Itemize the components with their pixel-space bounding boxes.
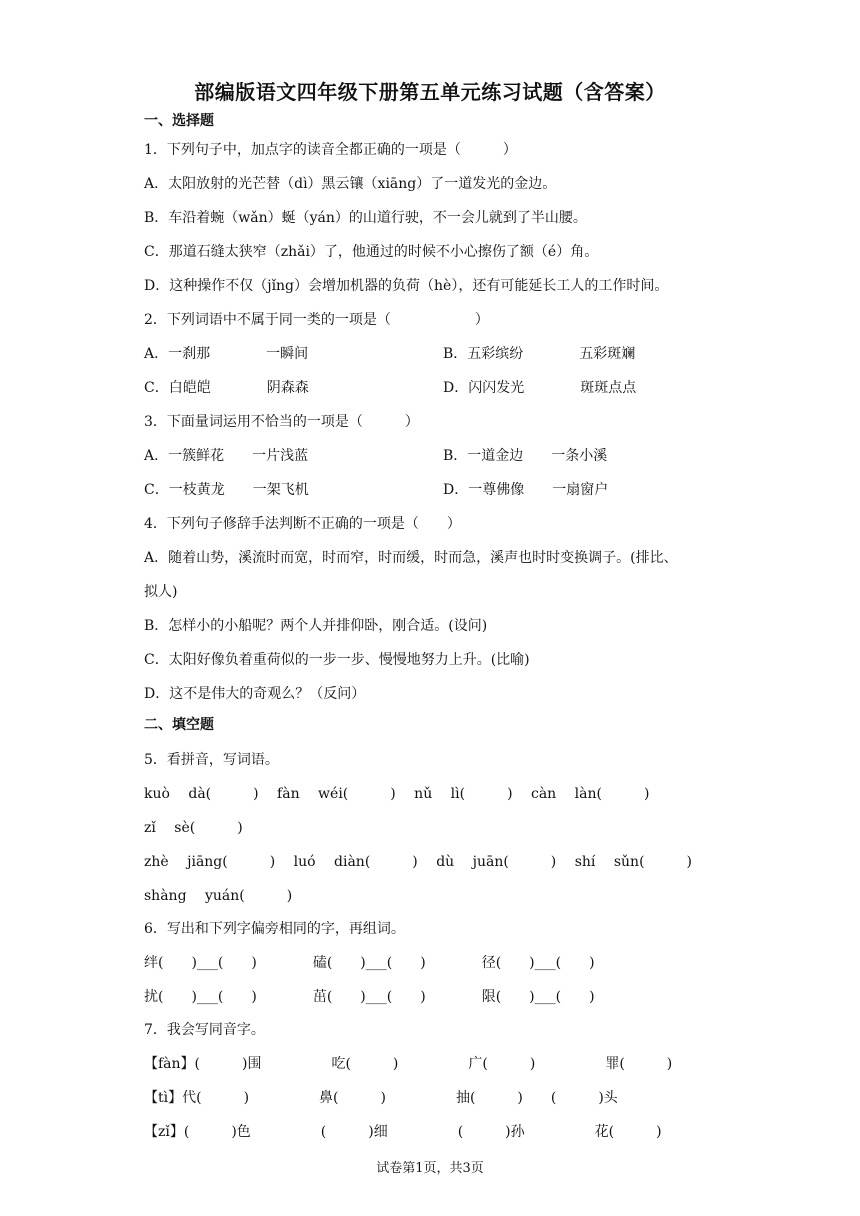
- page-footer: 试卷第1页，共3页: [376, 1161, 484, 1176]
- question-3-option-c: C．一枝黄龙 一架飞机: [144, 482, 309, 498]
- question-1-option-b: B．车沿着蜿（wǎn）蜒（yán）的山道行驶，不一会儿就到了半山腰。: [144, 210, 587, 226]
- question-6-row-2: 扰( )___( ) 茁( )___( ) 限( )___( ): [144, 989, 595, 1005]
- question-6-row-1: 绊( )___( ) 磕( )___( ) 径( )___( ): [144, 955, 595, 971]
- question-2-option-b: B．五彩缤纷 五彩斑斓: [443, 346, 636, 362]
- page-title: 部编版语文四年级下册第五单元练习试题（含答案）: [194, 80, 666, 104]
- question-5-row-2: zǐ sè( ): [144, 820, 243, 836]
- question-4-stem: 4．下列句子修辞手法判断不正确的一项是（ ）: [144, 516, 461, 532]
- question-4-option-d: D．这不是伟大的奇观么？（反问）: [144, 686, 366, 702]
- question-3-option-b: B．一道金边 一条小溪: [443, 448, 608, 464]
- section-heading-fill: 二、填空题: [144, 717, 214, 733]
- question-7-row-1: 【fàn】( )围 吃( ) 广( ) 罪( ): [144, 1056, 673, 1072]
- question-5-row-4: shàng yuán( ): [144, 888, 293, 904]
- question-3-option-a: A．一簇鲜花 一片浅蓝: [144, 448, 309, 464]
- question-5-row-1: kuò dà( ) fàn wéi( ) nǔ lì( ) càn làn( ): [144, 786, 650, 802]
- question-2-option-d: D．闪闪发光 斑斑点点: [443, 380, 637, 396]
- question-3-stem: 3．下面量词运用不恰当的一项是（ ）: [144, 414, 419, 430]
- question-2-stem: 2．下列词语中不属于同一类的一项是（ ）: [144, 312, 489, 328]
- question-7-row-2: 【tì】代( ) 鼻( ) 抽( ) ( )头: [144, 1090, 618, 1106]
- question-1-option-d: D．这种操作不仅（jǐng）会增加机器的负荷（hè），还有可能延长工人的工作时间。: [144, 278, 669, 294]
- question-4-option-a: A．随着山势，溪流时而宽，时而窄，时而缓，时而急，溪声也时时变换调子。(排比、: [144, 550, 678, 566]
- question-4-option-b: B．怎样小的小船呢？两个人并排仰卧，刚合适。(设问): [144, 618, 488, 634]
- question-1-option-a: A．太阳放射的光芒替（dì）黑云镶（xiāng）了一道发光的金边。: [144, 176, 557, 192]
- question-6-stem: 6．写出和下列字偏旁相同的字，再组词。: [144, 921, 405, 937]
- section-heading-choice: 一、选择题: [144, 113, 214, 129]
- question-7-row-3: 【zǐ】( )色 ( )细 ( )孙 花( ): [144, 1124, 662, 1140]
- question-5-stem: 5．看拼音，写词语。: [144, 752, 279, 768]
- question-4-option-a-continued: 拟人): [144, 584, 178, 600]
- question-4-option-c: C．太阳好像负着重荷似的一步一步、慢慢地努力上升。(比喻): [144, 652, 530, 668]
- question-1-stem: 1．下列句子中，加点字的读音全都正确的一项是（ ）: [144, 142, 517, 158]
- question-7-stem: 7．我会写同音字。: [144, 1022, 265, 1038]
- question-2-option-c: C．白皑皑 阴森森: [144, 380, 309, 396]
- question-3-option-d: D．一尊佛像 一扇窗户: [443, 482, 609, 498]
- question-1-option-c: C．那道石缝太狭窄（zhǎi）了，他通过的时候不小心擦伤了额（é）角。: [144, 244, 599, 260]
- question-2-option-a: A．一刹那 一瞬间: [144, 346, 309, 362]
- question-5-row-3: zhè jiāng( ) luó diàn( ) dù juān( ) shí sǔn( ): [144, 854, 692, 870]
